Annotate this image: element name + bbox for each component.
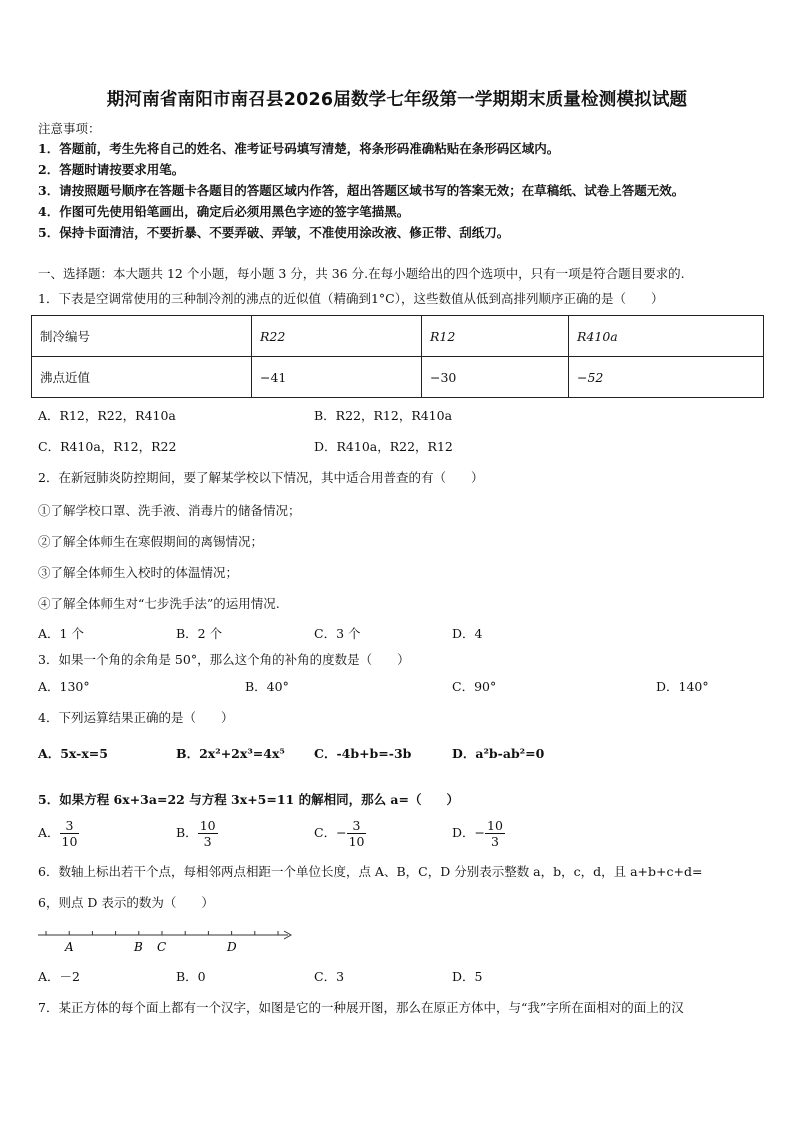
- fraction: [485, 818, 505, 849]
- table-cell: R410a: [569, 316, 764, 357]
- table-cell: −41: [252, 357, 422, 398]
- section-heading-choice: 一、选择题：本大题共 12 个小题，每小题 3 分，共 36 分.在每小题给出的四个选项中，只有一项是符合题目要求的.: [38, 266, 685, 281]
- q6-stem-line-1: 6．数轴上标出若干个点，每相邻两点相距一个单位长度，点 A、B，C，D 分别表示整数 a，b，c，d，且 a+b+c+d=: [38, 864, 703, 879]
- q4-option-b[interactable]: B．2x²+2x³=4x⁵: [176, 746, 285, 761]
- q2-option-b[interactable]: B．2 个: [176, 626, 223, 641]
- table-cell: 制冷编号: [32, 316, 252, 357]
- fraction: [347, 818, 367, 849]
- q6-option-a[interactable]: A．－2: [38, 969, 80, 984]
- refrigerant-table: [31, 315, 764, 398]
- q4-stem: 4．下列运算结果正确的是（ ）: [38, 710, 234, 725]
- q4-option-d[interactable]: D．a²b-ab²=0: [452, 746, 545, 761]
- point-label-c: C: [157, 940, 167, 954]
- option-label: D．: [452, 825, 475, 840]
- q5-stem: 5．如果方程 6x+3a=22 与方程 3x+5=11 的解相同，那么 a=（ ）: [38, 792, 460, 807]
- numerator: 3: [347, 818, 367, 834]
- q6-option-c[interactable]: C．3: [314, 969, 345, 984]
- option-label: A．: [38, 825, 60, 840]
- q2-option-d[interactable]: D．4: [452, 626, 483, 641]
- q1-option-a[interactable]: A．R12，R22，R410a: [38, 408, 176, 423]
- q2-option-c[interactable]: C．3 个: [314, 626, 361, 641]
- q2-option-a[interactable]: A．1 个: [38, 626, 84, 641]
- table-cell: R22: [252, 316, 422, 357]
- q6-stem-line-2: 6，则点 D 表示的数为（ ）: [38, 895, 214, 910]
- q2-item-1: ①了解学校口罩、洗手液、消毒片的储备情况；: [38, 503, 301, 518]
- point-label-d: D: [227, 940, 237, 954]
- notice-item-4: 4．作图可先使用铅笔画出，确定后必须用黑色字迹的签字笔描黑。: [38, 204, 410, 219]
- q3-option-d[interactable]: D．140°: [656, 679, 709, 694]
- denominator: 3: [203, 834, 212, 849]
- option-sign: −: [336, 825, 347, 840]
- q5-option-b[interactable]: [176, 818, 218, 849]
- q6-option-d[interactable]: D．5: [452, 969, 483, 984]
- notice-item-5: 5．保持卡面清洁，不要折暴、不要弄破、弄皱，不准使用涂改液、修正带、刮纸刀。: [38, 225, 510, 240]
- q1-option-c[interactable]: C．R410a，R12，R22: [38, 439, 177, 454]
- notice-item-2: 2．答题时请按要求用笔。: [38, 162, 185, 177]
- q2-stem: 2．在新冠肺炎防控期间，要了解某学校以下情况，其中适合用普查的有（ ）: [38, 470, 484, 485]
- numerator: 10: [487, 818, 503, 833]
- fraction: [198, 818, 218, 849]
- q1-option-d[interactable]: D．R410a，R22，R12: [314, 439, 453, 454]
- q3-stem: 3．如果一个角的余角是 50°，那么这个角的补角的度数是（ ）: [38, 652, 410, 667]
- number-line-ticks: [46, 931, 278, 935]
- q3-option-b[interactable]: B．40°: [245, 679, 289, 694]
- q2-item-4: ④了解全体师生对“七步洗手法”的运用情况.: [38, 596, 280, 611]
- point-label-b: B: [134, 940, 143, 954]
- table-cell: 沸点近值: [32, 357, 252, 398]
- numerator: 3: [60, 818, 80, 834]
- notice-heading: 注意事项：: [38, 121, 101, 136]
- q2-item-2: ②了解全体师生在寒假期间的离锡情况；: [38, 534, 264, 549]
- q6-option-b[interactable]: B．0: [176, 969, 206, 984]
- exam-title: 期河南省南阳市南召县2026届数学七年级第一学期期末质量检测模拟试题: [106, 90, 688, 110]
- number-line-figure: [38, 926, 298, 956]
- q3-option-c[interactable]: C．90°: [452, 679, 497, 694]
- option-label: B．: [176, 825, 198, 840]
- q3-option-a[interactable]: A．130°: [38, 679, 90, 694]
- numerator: 10: [199, 818, 216, 833]
- q2-item-3: ③了解全体师生入校时的体温情况；: [38, 565, 239, 580]
- point-label-a: A: [65, 940, 74, 954]
- option-label: C．: [314, 825, 337, 840]
- q5-option-c[interactable]: [314, 818, 366, 849]
- table-row: [32, 357, 764, 398]
- q7-stem: 7．某正方体的每个面上都有一个汉字，如图是它的一种展开图，那么在原正方体中，与“我”字所在面相对的面上的汉: [38, 1000, 684, 1015]
- notice-item-3: 3．请按照题号顺序在答题卡各题目的答题区域内作答，超出答题区域书写的答案无效；在草稿纸、试卷上答题无效。: [38, 183, 685, 198]
- fraction: [60, 818, 80, 849]
- denominator: 10: [61, 834, 78, 849]
- table-cell: R12: [422, 316, 569, 357]
- table-cell: −52: [569, 357, 764, 398]
- q5-option-d[interactable]: [452, 818, 505, 849]
- notice-item-1: 1．答题前，考生先将自己的姓名、准考证号码填写清楚，将条形码准确粘贴在条形码区域内。: [38, 141, 560, 156]
- denominator: 3: [490, 834, 499, 849]
- table-cell: −30: [422, 357, 569, 398]
- option-sign: −: [474, 825, 486, 840]
- table-row: [32, 316, 764, 357]
- q1-stem: 1．下表是空调常使用的三种制冷剂的沸点的近似值（精确到1°C），这些数值从低到高排列顺序正确的是（ ）: [38, 291, 664, 306]
- q4-option-c[interactable]: C．-4b+b=-3b: [314, 746, 412, 761]
- denominator: 10: [348, 834, 365, 849]
- q5-option-a[interactable]: [38, 818, 79, 849]
- q1-option-b[interactable]: B．R22，R12，R410a: [314, 408, 453, 423]
- q4-option-a[interactable]: A．5x-x=5: [38, 746, 108, 761]
